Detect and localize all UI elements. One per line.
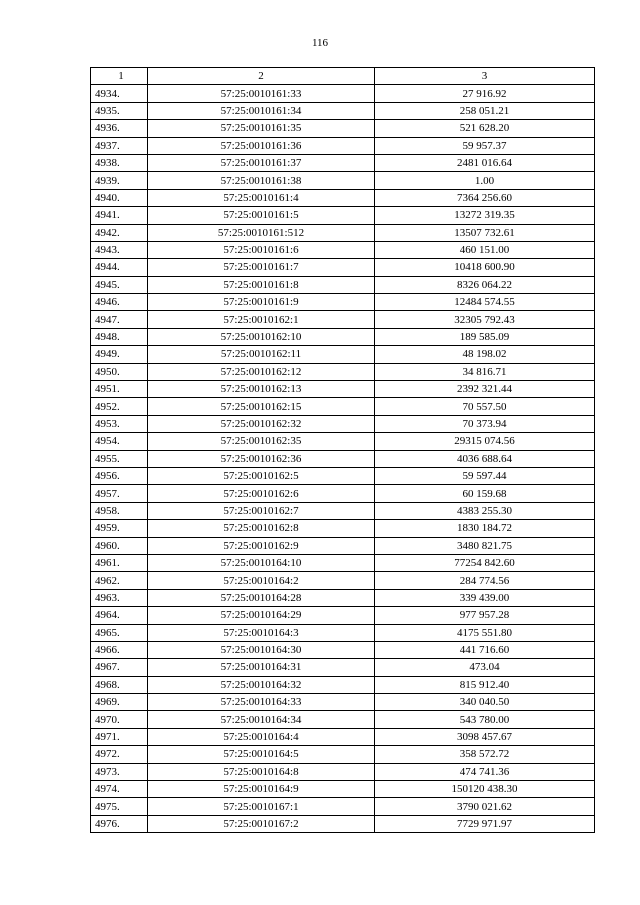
value-cell: 2392 321.44 (375, 381, 595, 398)
cadastral-number-cell: 57:25:0010162:10 (148, 328, 375, 345)
cadastral-number-cell: 57:25:0010162:8 (148, 520, 375, 537)
value-cell: 4383 255.30 (375, 502, 595, 519)
value-cell: 977 957.28 (375, 607, 595, 624)
value-cell: 77254 842.60 (375, 554, 595, 571)
cadastral-number-cell: 57:25:0010161:33 (148, 85, 375, 102)
cadastral-number-cell: 57:25:0010162:9 (148, 537, 375, 554)
cadastral-number-cell: 57:25:0010164:10 (148, 554, 375, 571)
value-cell: 150120 438.30 (375, 781, 595, 798)
table-row (91, 276, 595, 293)
row-number-cell: 4957. (91, 485, 148, 502)
table-row (91, 467, 595, 484)
table-row (91, 137, 595, 154)
cadastral-number-cell: 57:25:0010161:8 (148, 276, 375, 293)
cadastral-number-cell: 57:25:0010162:1 (148, 311, 375, 328)
table-row (91, 415, 595, 432)
table-row (91, 224, 595, 241)
value-cell: 70 373.94 (375, 415, 595, 432)
table-row (91, 398, 595, 415)
cadastral-number-cell: 57:25:0010162:35 (148, 433, 375, 450)
cadastral-number-cell: 57:25:0010162:6 (148, 485, 375, 502)
cadastral-number-cell: 57:25:0010162:5 (148, 467, 375, 484)
cadastral-number-cell: 57:25:0010167:2 (148, 815, 375, 832)
row-number-cell: 4965. (91, 624, 148, 641)
table-body (91, 85, 595, 833)
cadastral-number-cell: 57:25:0010161:6 (148, 241, 375, 258)
row-number-cell: 4938. (91, 154, 148, 171)
table-row (91, 450, 595, 467)
cadastral-number-cell: 57:25:0010161:4 (148, 189, 375, 206)
row-number-cell: 4943. (91, 241, 148, 258)
value-cell: 59 597.44 (375, 467, 595, 484)
row-number-cell: 4934. (91, 85, 148, 102)
cadastral-table (90, 67, 595, 833)
row-number-cell: 4956. (91, 467, 148, 484)
page-number: 116 (311, 37, 329, 49)
row-number-cell: 4948. (91, 328, 148, 345)
value-cell: 543 780.00 (375, 711, 595, 728)
row-number-cell: 4960. (91, 537, 148, 554)
value-cell: 2481 016.64 (375, 154, 595, 171)
cadastral-number-cell: 57:25:0010161:5 (148, 207, 375, 224)
row-number-cell: 4968. (91, 676, 148, 693)
cadastral-number-cell: 57:25:0010164:28 (148, 589, 375, 606)
row-number-cell: 4970. (91, 711, 148, 728)
value-cell: 258 051.21 (375, 102, 595, 119)
cadastral-number-cell: 57:25:0010164:9 (148, 781, 375, 798)
row-number-cell: 4941. (91, 207, 148, 224)
value-cell: 10418 600.90 (375, 259, 595, 276)
value-cell: 34 816.71 (375, 363, 595, 380)
cadastral-number-cell: 57:25:0010164:3 (148, 624, 375, 641)
cadastral-number-cell: 57:25:0010164:29 (148, 607, 375, 624)
value-cell: 358 572.72 (375, 746, 595, 763)
row-number-cell: 4967. (91, 659, 148, 676)
value-cell: 340 040.50 (375, 694, 595, 711)
row-number-cell: 4961. (91, 554, 148, 571)
value-cell: 59 957.37 (375, 137, 595, 154)
row-number-cell: 4976. (91, 815, 148, 832)
value-cell: 3480 821.75 (375, 537, 595, 554)
value-cell: 460 151.00 (375, 241, 595, 258)
cadastral-number-cell: 57:25:0010162:15 (148, 398, 375, 415)
value-cell: 13272 319.35 (375, 207, 595, 224)
row-number-cell: 4935. (91, 102, 148, 119)
cadastral-number-cell: 57:25:0010164:31 (148, 659, 375, 676)
row-number-cell: 4964. (91, 607, 148, 624)
cadastral-number-cell: 57:25:0010164:33 (148, 694, 375, 711)
table-row (91, 207, 595, 224)
table-row (91, 641, 595, 658)
row-number-cell: 4974. (91, 781, 148, 798)
column-header-1: 1 (91, 68, 148, 85)
value-cell: 1830 184.72 (375, 520, 595, 537)
table-row (91, 154, 595, 171)
row-number-cell: 4953. (91, 415, 148, 432)
value-cell: 8326 064.22 (375, 276, 595, 293)
value-cell: 3098 457.67 (375, 728, 595, 745)
cadastral-number-cell: 57:25:0010162:12 (148, 363, 375, 380)
row-number-cell: 4954. (91, 433, 148, 450)
table-row (91, 798, 595, 815)
row-number-cell: 4952. (91, 398, 148, 415)
cadastral-number-cell: 57:25:0010164:5 (148, 746, 375, 763)
value-cell: 1.00 (375, 172, 595, 189)
value-cell: 70 557.50 (375, 398, 595, 415)
table-row (91, 381, 595, 398)
table-row (91, 328, 595, 345)
table-row (91, 85, 595, 102)
table-header-row (91, 68, 595, 85)
cadastral-number-cell: 57:25:0010161:34 (148, 102, 375, 119)
table-row (91, 624, 595, 641)
value-cell: 521 628.20 (375, 120, 595, 137)
row-number-cell: 4955. (91, 450, 148, 467)
cadastral-number-cell: 57:25:0010162:13 (148, 381, 375, 398)
table-row (91, 746, 595, 763)
value-cell: 7729 971.97 (375, 815, 595, 832)
row-number-cell: 4947. (91, 311, 148, 328)
row-number-cell: 4973. (91, 763, 148, 780)
row-number-cell: 4951. (91, 381, 148, 398)
table-row (91, 259, 595, 276)
row-number-cell: 4963. (91, 589, 148, 606)
cadastral-number-cell: 57:25:0010161:7 (148, 259, 375, 276)
row-number-cell: 4972. (91, 746, 148, 763)
table-row (91, 294, 595, 311)
value-cell: 815 912.40 (375, 676, 595, 693)
table-row (91, 572, 595, 589)
row-number-cell: 4937. (91, 137, 148, 154)
cadastral-number-cell: 57:25:0010167:1 (148, 798, 375, 815)
table-row (91, 711, 595, 728)
row-number-cell: 4944. (91, 259, 148, 276)
value-cell: 60 159.68 (375, 485, 595, 502)
table-row (91, 728, 595, 745)
table-row (91, 363, 595, 380)
cadastral-number-cell: 57:25:0010164:4 (148, 728, 375, 745)
cadastral-number-cell: 57:25:0010161:38 (148, 172, 375, 189)
cadastral-number-cell: 57:25:0010164:32 (148, 676, 375, 693)
table-row (91, 589, 595, 606)
row-number-cell: 4940. (91, 189, 148, 206)
row-number-cell: 4966. (91, 641, 148, 658)
value-cell: 189 585.09 (375, 328, 595, 345)
table-row (91, 554, 595, 571)
table-row (91, 520, 595, 537)
table-row (91, 311, 595, 328)
cadastral-number-cell: 57:25:0010161:37 (148, 154, 375, 171)
table-row (91, 502, 595, 519)
table-row (91, 763, 595, 780)
cadastral-number-cell: 57:25:0010161:35 (148, 120, 375, 137)
table-row (91, 659, 595, 676)
table-row (91, 485, 595, 502)
row-number-cell: 4971. (91, 728, 148, 745)
cadastral-number-cell: 57:25:0010162:11 (148, 346, 375, 363)
table-row (91, 815, 595, 832)
cadastral-number-cell: 57:25:0010162:7 (148, 502, 375, 519)
table-row (91, 241, 595, 258)
cadastral-number-cell: 57:25:0010164:30 (148, 641, 375, 658)
row-number-cell: 4942. (91, 224, 148, 241)
table-row (91, 433, 595, 450)
row-number-cell: 4945. (91, 276, 148, 293)
row-number-cell: 4959. (91, 520, 148, 537)
row-number-cell: 4962. (91, 572, 148, 589)
table-row (91, 537, 595, 554)
table-row (91, 102, 595, 119)
table-row (91, 346, 595, 363)
value-cell: 4036 688.64 (375, 450, 595, 467)
table-row (91, 120, 595, 137)
table-row (91, 781, 595, 798)
value-cell: 474 741.36 (375, 763, 595, 780)
value-cell: 339 439.00 (375, 589, 595, 606)
value-cell: 27 916.92 (375, 85, 595, 102)
value-cell: 29315 074.56 (375, 433, 595, 450)
row-number-cell: 4936. (91, 120, 148, 137)
row-number-cell: 4950. (91, 363, 148, 380)
table-row (91, 607, 595, 624)
value-cell: 284 774.56 (375, 572, 595, 589)
table-row (91, 694, 595, 711)
value-cell: 48 198.02 (375, 346, 595, 363)
cadastral-number-cell: 57:25:0010164:8 (148, 763, 375, 780)
row-number-cell: 4975. (91, 798, 148, 815)
value-cell: 12484 574.55 (375, 294, 595, 311)
value-cell: 32305 792.43 (375, 311, 595, 328)
row-number-cell: 4949. (91, 346, 148, 363)
table-row (91, 189, 595, 206)
row-number-cell: 4958. (91, 502, 148, 519)
value-cell: 7364 256.60 (375, 189, 595, 206)
column-header-3: 3 (375, 68, 595, 85)
cadastral-number-cell: 57:25:0010161:9 (148, 294, 375, 311)
value-cell: 4175 551.80 (375, 624, 595, 641)
row-number-cell: 4946. (91, 294, 148, 311)
cadastral-number-cell: 57:25:0010164:2 (148, 572, 375, 589)
row-number-cell: 4939. (91, 172, 148, 189)
cadastral-number-cell: 57:25:0010161:36 (148, 137, 375, 154)
column-header-2: 2 (148, 68, 375, 85)
table-row (91, 172, 595, 189)
cadastral-number-cell: 57:25:0010162:32 (148, 415, 375, 432)
row-number-cell: 4969. (91, 694, 148, 711)
value-cell: 3790 021.62 (375, 798, 595, 815)
value-cell: 441 716.60 (375, 641, 595, 658)
cadastral-number-cell: 57:25:0010164:34 (148, 711, 375, 728)
value-cell: 13507 732.61 (375, 224, 595, 241)
table-row (91, 676, 595, 693)
cadastral-number-cell: 57:25:0010162:36 (148, 450, 375, 467)
cadastral-number-cell: 57:25:0010161:512 (148, 224, 375, 241)
value-cell: 473.04 (375, 659, 595, 676)
